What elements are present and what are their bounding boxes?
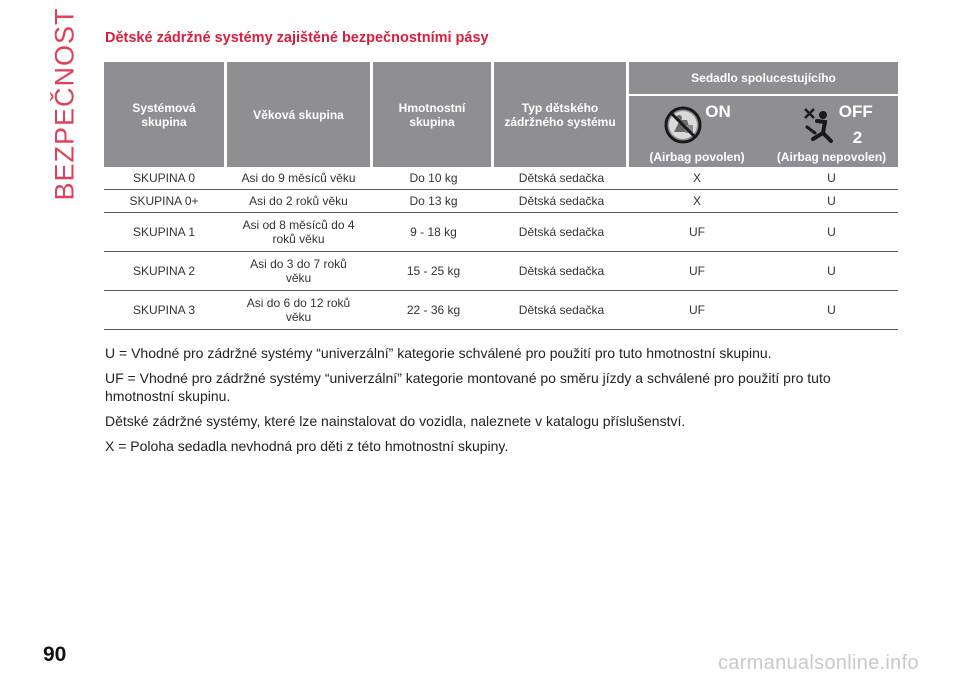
table-row [104, 252, 898, 291]
note-accessories: Dětské zádržné systémy, které lze nainstalovat do vozidla, naleznete v katalogu příslušenství. [105, 413, 686, 429]
cell-age [224, 252, 373, 291]
cell-age [224, 291, 373, 330]
cell-seat-type: Dětská sedačka [494, 190, 629, 213]
cell-airbag-on: UF [629, 213, 765, 252]
cell-weight: Do 13 kg [373, 190, 494, 213]
cell-age-text: Asi od 8 měsíců do 4 roků věku [242, 218, 355, 246]
cell-airbag-off: U [765, 252, 898, 291]
cell-airbag-off: U [765, 167, 898, 190]
watermark: carmanualsonline.info [718, 652, 919, 674]
section-title: Dětské zádržné systémy zajištěné bezpečnostními pásy [105, 30, 489, 46]
cell-age-text: Asi do 3 do 7 roků věku [250, 257, 347, 285]
table-row [104, 291, 898, 330]
header-group: Systémová skupina [104, 62, 224, 167]
header-seat-type: Typ dětského zádržného systému [494, 62, 626, 167]
cell-airbag-on: UF [629, 291, 765, 330]
table-row [104, 213, 898, 252]
header-airbag-off [765, 95, 898, 167]
header-passenger-seat: Sedadlo spolucestujícího [629, 62, 898, 95]
page-number: 90 [43, 643, 67, 666]
cell-group: SKUPINA 1 [104, 213, 224, 252]
cell-weight: 22 - 36 kg [373, 291, 494, 330]
cell-seat-type: Dětská sedačka [494, 167, 629, 190]
header-age: Věková skupina [227, 62, 370, 167]
cell-group: SKUPINA 0 [104, 167, 224, 190]
side-label-text: BEZPEČNOST [49, 7, 80, 201]
cell-weight: 9 - 18 kg [373, 213, 494, 252]
cell-airbag-off: U [765, 213, 898, 252]
cell-weight: Do 10 kg [373, 167, 494, 190]
cell-seat-type: Dětská sedačka [494, 291, 629, 330]
cell-age-text: Asi do 6 do 12 roků věku [246, 296, 351, 324]
cell-airbag-on: X [629, 167, 765, 190]
airbag-on-label: ON [705, 102, 731, 121]
note-universal-forward: UF = Vhodné pro zádržné systémy “univerzální” kategorie montované po směru jízdy a schválené pro použití pro tuto hmotnostní skupinu. [105, 370, 831, 404]
section-side-label [49, 7, 80, 201]
airbag-on-icon [663, 105, 703, 145]
airbag-on-caption: (Airbag povolen) [649, 150, 745, 164]
cell-weight: 15 - 25 kg [373, 252, 494, 291]
cell-seat-type: Dětská sedačka [494, 252, 629, 291]
note-universal: U = Vhodné pro zádržné systémy “univerzální” kategorie schválené pro použití pro tuto hmotnostní skupinu. [105, 345, 772, 361]
airbag-off-number: 2 [852, 128, 863, 147]
cell-group: SKUPINA 0+ [104, 190, 224, 213]
note-unsuitable: X = Poloha sedadla nevhodná pro děti z této hmotnostní skupiny. [105, 438, 509, 454]
header-weight: Hmotnostní skupina [373, 62, 491, 167]
cell-airbag-on: UF [629, 252, 765, 291]
child-seat-table [104, 62, 898, 330]
legend-notes [105, 344, 885, 462]
cell-airbag-off: U [765, 291, 898, 330]
airbag-off-icon [801, 105, 839, 145]
cell-airbag-on: X [629, 190, 765, 213]
airbag-off-label: OFF [838, 102, 873, 121]
cell-group: SKUPINA 2 [104, 252, 224, 291]
cell-airbag-off: U [765, 190, 898, 213]
table-row [104, 167, 898, 190]
cell-age [224, 213, 373, 252]
cell-group: SKUPINA 3 [104, 291, 224, 330]
cell-age: Asi do 9 měsíců věku [224, 167, 373, 190]
airbag-off-caption: (Airbag nepovolen) [776, 150, 887, 164]
cell-seat-type: Dětská sedačka [494, 213, 629, 252]
cell-age: Asi do 2 roků věku [224, 190, 373, 213]
table-row [104, 190, 898, 213]
header-airbag-on [629, 95, 765, 167]
